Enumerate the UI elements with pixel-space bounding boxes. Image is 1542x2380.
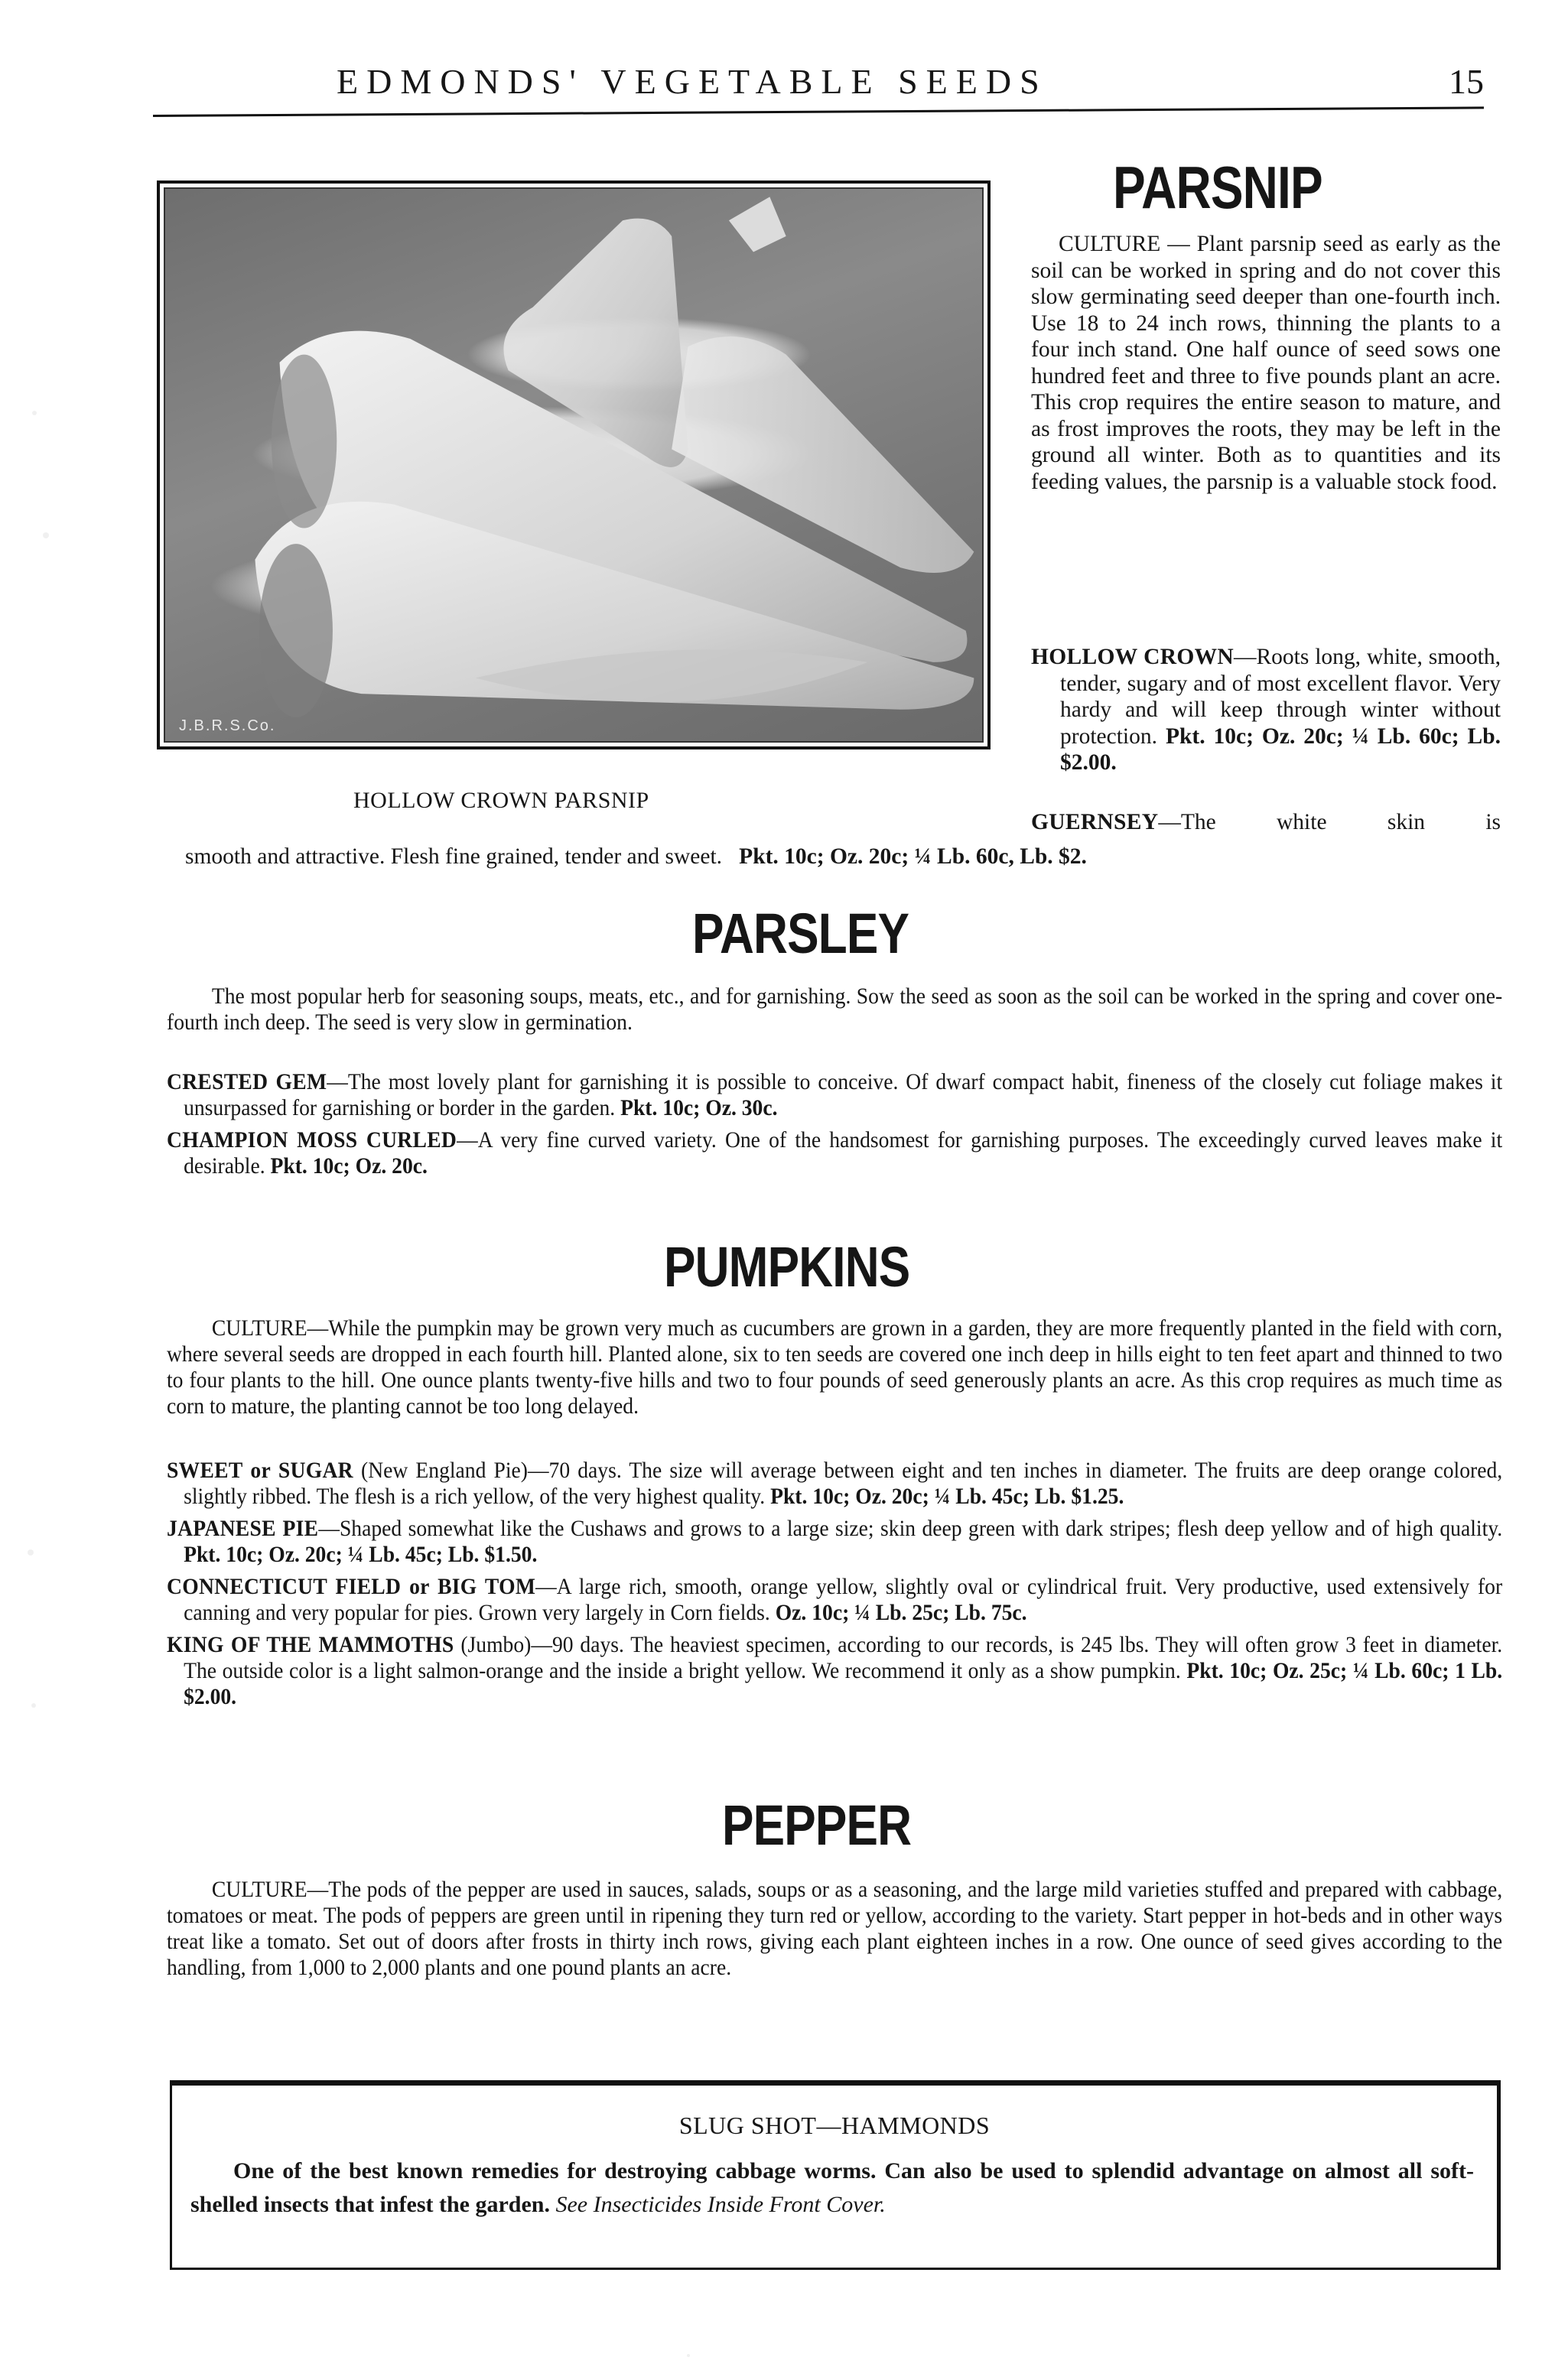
- variety-description: —The most lovely plant for garnishing it is possible to conceive. Of dwarf compact habit, fineness of the closely cut foliage makes it unsurpassed for garnishing or border in the garden.: [184, 1069, 1503, 1120]
- page-number: 15: [1449, 62, 1484, 101]
- photo-caption: HOLLOW CROWN PARSNIP: [353, 788, 649, 813]
- variety-price: Pkt. 10c; Oz. 25c; ¼ Lb. 60c; 1 Lb. $2.00.: [184, 1658, 1503, 1709]
- variety-description-start: —The white skin is: [1158, 810, 1501, 834]
- variety-subname: (New England Pie): [361, 1458, 528, 1483]
- variety-price: Pkt. 10c; Oz. 20c; ¼ Lb. 45c; Lb. $1.50.: [184, 1542, 538, 1567]
- ad-body-text: One of the best known remedies for destroying cabbage worms. Can also be used to splendid advantage on almost all soft-shelled insects that infest the garden.: [190, 2158, 1474, 2217]
- variety-name: JAPANESE PIE: [167, 1516, 319, 1541]
- running-title: EDMONDS' VEGETABLE SEEDS: [337, 62, 1048, 101]
- variety-price: Pkt. 10c; Oz. 30c.: [620, 1095, 778, 1120]
- variety-king-of-the-mammoths: [167, 1632, 1502, 1710]
- variety-guernsey-heading: [1031, 810, 1501, 835]
- variety-japanese-pie: [167, 1516, 1502, 1568]
- variety-name: CONNECTICUT FIELD or BIG TOM: [167, 1574, 536, 1599]
- variety-name: CRESTED GEM: [167, 1069, 327, 1094]
- parsnip-illustration: [165, 189, 982, 741]
- variety-description: —Shaped somewhat like the Cushaws and grows to a large size; skin deep green with dark stripes; flesh deep yellow and of high quality.: [318, 1516, 1503, 1541]
- pumpkins-culture-text: CULTURE—While the pumpkin may be grown very much as cucumbers are grown in a garden, they are more frequently planted in the field with corn, where several seeds are dropped in each fourth hill. Planted alone, six to ten seeds are covered one inch deep in hills eight to ten feet apart and thinned to two to four plants to the hill. One ounce plants twenty-five hills and two to four pounds of seed generously plants an acre. As this crop requires as much time as corn to mature, the planting cannot be too long delayed.: [167, 1315, 1503, 1419]
- variety-description: —70 days. The size will average between eight and ten inches in diameter. The fruits are deep orange colored, slightly ribbed. The flesh is a rich yellow, of the very highest quality.: [184, 1458, 1503, 1509]
- parsnip-crown-top: [272, 355, 337, 528]
- section-title-parsley: PARSLEY: [692, 902, 909, 965]
- variety-description: —A large rich, smooth, orange yellow, slightly oval or cylindrical fruit. Very productive, used extensively for canning and very popular for pies. Grown very largely in Corn fields.: [184, 1574, 1503, 1625]
- variety-description: —90 days. The heaviest specimen, according to our records, is 245 lbs. They will often grow 3 feet in diameter. The outside color is a light salmon-orange and the inside a bright yellow. We recommend it only as a show pumpkin.: [184, 1632, 1503, 1683]
- slug-shot-advertisement: [170, 2080, 1501, 2270]
- parsnip-leaf-stub: [729, 197, 786, 252]
- variety-description: —Roots long, white, smooth, tender, sugary and of most excellent flavor. Very hardy and will keep through winter without protection.: [1060, 645, 1501, 749]
- variety-price: Pkt. 10c; Oz. 20c.: [270, 1153, 428, 1179]
- variety-champion-moss-curled: [167, 1127, 1502, 1179]
- pumpkins-variety-list: [167, 1458, 1502, 1716]
- variety-sweet-or-sugar: [167, 1458, 1502, 1510]
- photo-credit: J.B.R.S.Co.: [179, 717, 276, 734]
- section-title-pepper: PEPPER: [722, 1793, 912, 1857]
- ad-reference: See Insecticides Inside Front Cover.: [555, 2192, 886, 2217]
- variety-description: —A very fine curved variety. One of the handsomest for garnishing purposes. The exceedingly curved leaves make it desirable.: [184, 1127, 1503, 1179]
- variety-name: KING OF THE MAMMOTHS: [167, 1632, 454, 1657]
- variety-crested-gem: [167, 1069, 1502, 1121]
- variety-name: HOLLOW CROWN: [1031, 645, 1234, 669]
- parsley-intro-text: The most popular herb for seasoning soups, meats, etc., and for garnishing. Sow the seed as soon as the soil can be worked in the spring and cover one-fourth inch deep. The seed is very slow in germination.: [167, 984, 1503, 1035]
- ad-body: [190, 2154, 1474, 2222]
- variety-hollow-crown: [1031, 644, 1501, 776]
- ad-title: SLUG SHOT—HAMMONDS: [678, 2112, 991, 2139]
- variety-description-end: smooth and attractive. Flesh fine grained, tender and sweet.: [185, 844, 723, 869]
- parsnip-culture-text: CULTURE — Plant parsnip seed as early as the soil can be worked in spring and do not cover this slow germinating seed deeper than one-fourth inch. Use 18 to 24 inch rows, thinning the plants to a four inch stand. One half ounce of seed sows one hundred feet and three to five pounds plant an acre. This crop requires the entire season to mature, and as frost improves the roots, they may be left in the ground all winter. Both as to quantities and its feeding values, the parsnip is a valuable stock food.: [1031, 232, 1501, 494]
- variety-name: SWEET or SUGAR: [167, 1458, 353, 1483]
- section-title-pumpkins: PUMPKINS: [664, 1235, 910, 1299]
- pepper-culture-text: CULTURE—The pods of the pepper are used in sauces, salads, soups or as a seasoning, and the large mild varieties stuffed and prepared with cabbage, tomatoes or meat. The pods of peppers are green until in ripening they turn red or yellow, according to the variety. Start pepper in hot-beds and in other ways treat like a tomato. Set out of doors after frosts in thirty inch rows, giving each plant eighteen inches in a row. One ounce of seed gives according to the handling, from 1,000 to 2,000 plants and one pound plants an acre.: [167, 1877, 1503, 1980]
- parsnip-photo-frame: [157, 180, 991, 749]
- variety-price: Oz. 10c; ¼ Lb. 25c; Lb. 75c.: [775, 1600, 1027, 1625]
- variety-name: CHAMPION MOSS CURLED: [167, 1127, 457, 1153]
- parsnip-crown-bottom: [259, 544, 333, 717]
- parsley-variety-list: [167, 1069, 1502, 1185]
- variety-price: Pkt. 10c; Oz. 20c; ¼ Lb. 45c; Lb. $1.25.: [770, 1484, 1124, 1509]
- variety-price: Pkt. 10c; Oz. 20c; ¼ Lb. 60c, Lb. $2.: [739, 844, 1087, 869]
- running-header: [153, 61, 1484, 115]
- variety-name: GUERNSEY: [1031, 810, 1159, 834]
- variety-guernsey-continued: [185, 844, 1501, 870]
- parsnip-photo: [164, 187, 984, 743]
- variety-connecticut-field: [167, 1574, 1502, 1626]
- variety-price: Pkt. 10c; Oz. 20c; ¼ Lb. 60c; Lb. $2.00.: [1060, 723, 1501, 775]
- variety-subname: (Jumbo): [460, 1632, 532, 1657]
- section-title-parsnip: PARSNIP: [1113, 154, 1322, 221]
